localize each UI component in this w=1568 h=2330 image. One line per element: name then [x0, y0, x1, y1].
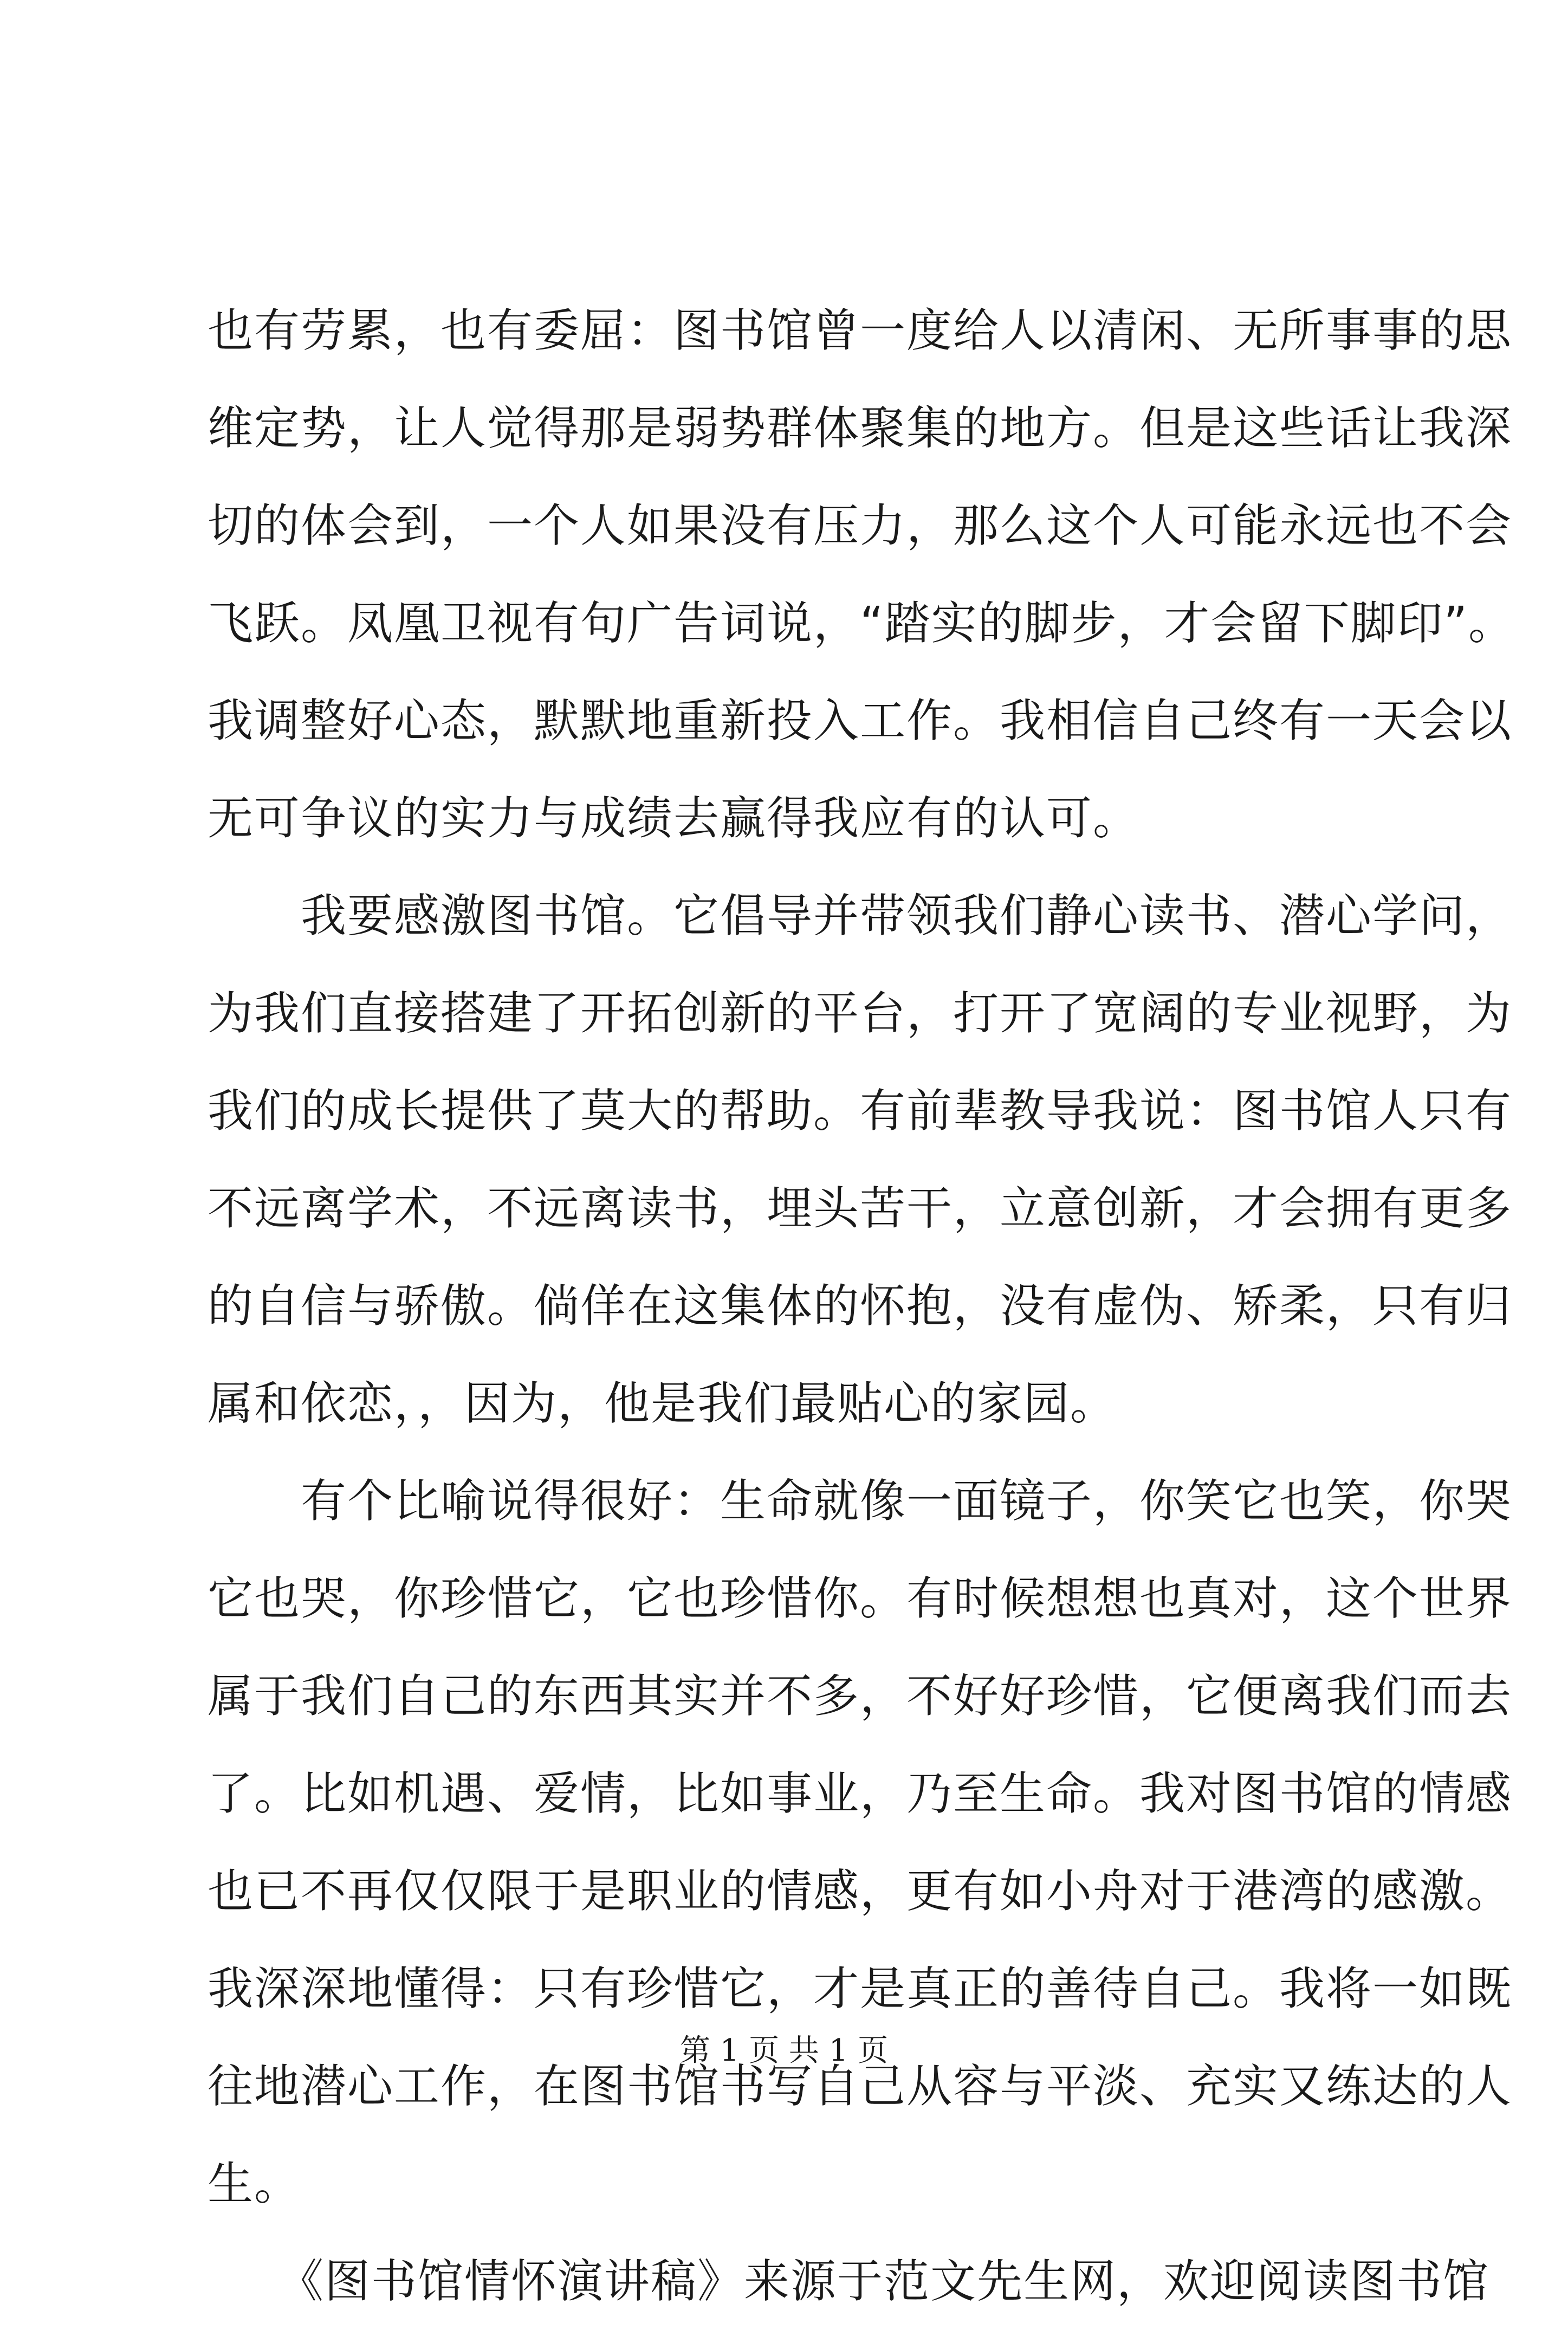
text-line: 我们的成长提供了莫大的帮助。有前辈教导我说：图书馆人只有: [208, 1084, 1513, 1137]
document-body: [208, 282, 1515, 2330]
text-line: 也有劳累，也有委屈：图书馆曾一度给人以清闲、无所事事的思: [208, 304, 1513, 357]
text-line: 生。: [208, 2157, 301, 2210]
text-line: 它也哭，你珍惜它，它也珍惜你。有时候想想也真对，这个世界: [208, 1572, 1513, 1625]
text-line: 为我们直接搭建了开拓创新的平台，打开了宽阔的专业视野，为: [208, 987, 1513, 1040]
text-line: 《图书馆情怀演讲稿》来源于范文先生网，欢迎阅读图书馆: [208, 2255, 1490, 2308]
text-line: 切的体会到，一个人如果没有压力，那么这个人可能永远也不会: [208, 499, 1513, 552]
text-line: 我要感激图书馆。它倡导并带领我们静心读书、潜心学问，: [208, 889, 1513, 942]
text-line: 也已不再仅仅限于是职业的情感，更有如小舟对于港湾的感激。: [208, 1865, 1513, 1918]
page-number-footer: 第 1 页 共 1 页: [679, 2033, 889, 2068]
text-line: 飞跃。凤凰卫视有句广告词说，“踏实的脚步，才会留下脚印”。: [208, 597, 1515, 650]
text-line: 往地潜心工作，在图书馆书写自己从容与平淡、充实又练达的人: [208, 2060, 1513, 2113]
text-line: 不远离学术，不远离读书，埋头苦干，立意创新，才会拥有更多: [208, 1182, 1513, 1235]
text-line: 有个比喻说得很好：生命就像一面镜子，你笑它也笑，你哭: [208, 1474, 1513, 1528]
text-line: 无可争议的实力与成绩去赢得我应有的认可。: [208, 792, 1140, 845]
text-line: 了。比如机遇、爱情，比如事业，乃至生命。我对图书馆的情感: [208, 1767, 1513, 1820]
text-line: 的自信与骄傲。倘佯在这集体的怀抱，没有虚伪、矫柔，只有归: [208, 1279, 1513, 1332]
text-line: 属于我们自己的东西其实并不多，不好好珍惜，它便离我们而去: [208, 1669, 1513, 1723]
text-line: 属和依恋，，因为，他是我们最贴心的家园。: [208, 1377, 1117, 1430]
text-line: 我调整好心态，默默地重新投入工作。我相信自己终有一天会以: [208, 694, 1513, 747]
text-line: 维定势，让人觉得那是弱势群体聚集的地方。但是这些话让我深: [208, 402, 1513, 455]
text-line: 我深深地懂得：只有珍惜它，才是真正的善待自己。我将一如既: [208, 1962, 1513, 2015]
